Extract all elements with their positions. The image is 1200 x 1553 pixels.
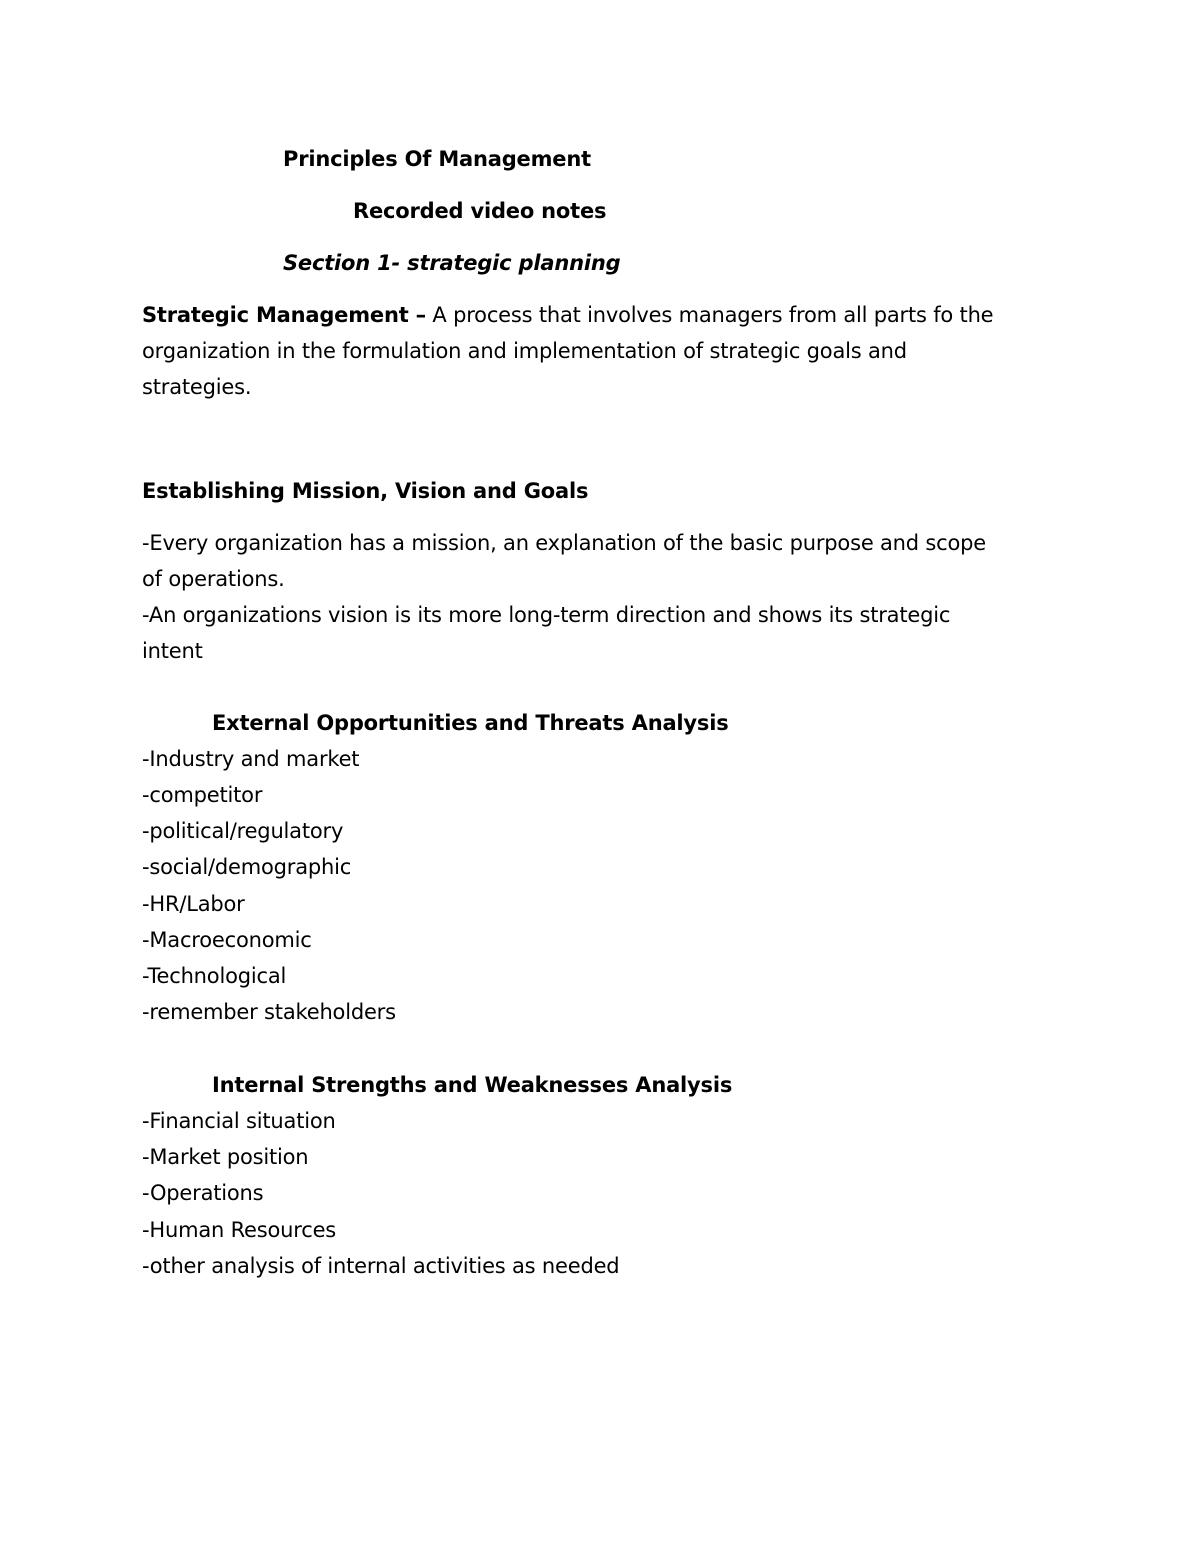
internal-heading: Internal Strengths and Weaknesses Analysis: [212, 1073, 733, 1097]
list-item: -Financial situation: [142, 1109, 336, 1133]
definition-text: strategies.: [142, 375, 252, 399]
list-item: -remember stakeholders: [142, 1000, 396, 1024]
document-subtitle: Recorded video notes: [353, 199, 607, 223]
mission-text: intent: [142, 639, 203, 663]
definition-term: Strategic Management –: [142, 303, 426, 327]
definition-text: organization in the formulation and implementation of strategic goals and: [142, 339, 907, 363]
list-item: -Industry and market: [142, 747, 360, 771]
list-item: -Human Resources: [142, 1218, 337, 1242]
list-item: -Macroeconomic: [142, 928, 312, 952]
list-item: -Technological: [142, 964, 287, 988]
external-heading: External Opportunities and Threats Analysis: [212, 711, 729, 735]
mission-text: -An organizations vision is its more long-term direction and shows its strategic: [142, 603, 951, 627]
mission-heading: Establishing Mission, Vision and Goals: [142, 479, 589, 503]
section-heading: Section 1- strategic planning: [283, 251, 621, 275]
mission-text: of operations.: [142, 567, 285, 591]
mission-text: -Every organization has a mission, an explanation of the basic purpose and scope: [142, 531, 986, 555]
list-item: -Operations: [142, 1181, 264, 1205]
list-item: -HR/Labor: [142, 892, 245, 916]
definition-paragraph: [142, 297, 993, 333]
list-item: -Market position: [142, 1145, 309, 1169]
document-title: Principles Of Management: [283, 147, 591, 171]
list-item: -social/demographic: [142, 855, 352, 879]
list-item: -other analysis of internal activities as needed: [142, 1254, 620, 1278]
list-item: -competitor: [142, 783, 263, 807]
definition-text: A process that involves managers from all parts fo the: [425, 303, 994, 327]
list-item: -political/regulatory: [142, 819, 344, 843]
